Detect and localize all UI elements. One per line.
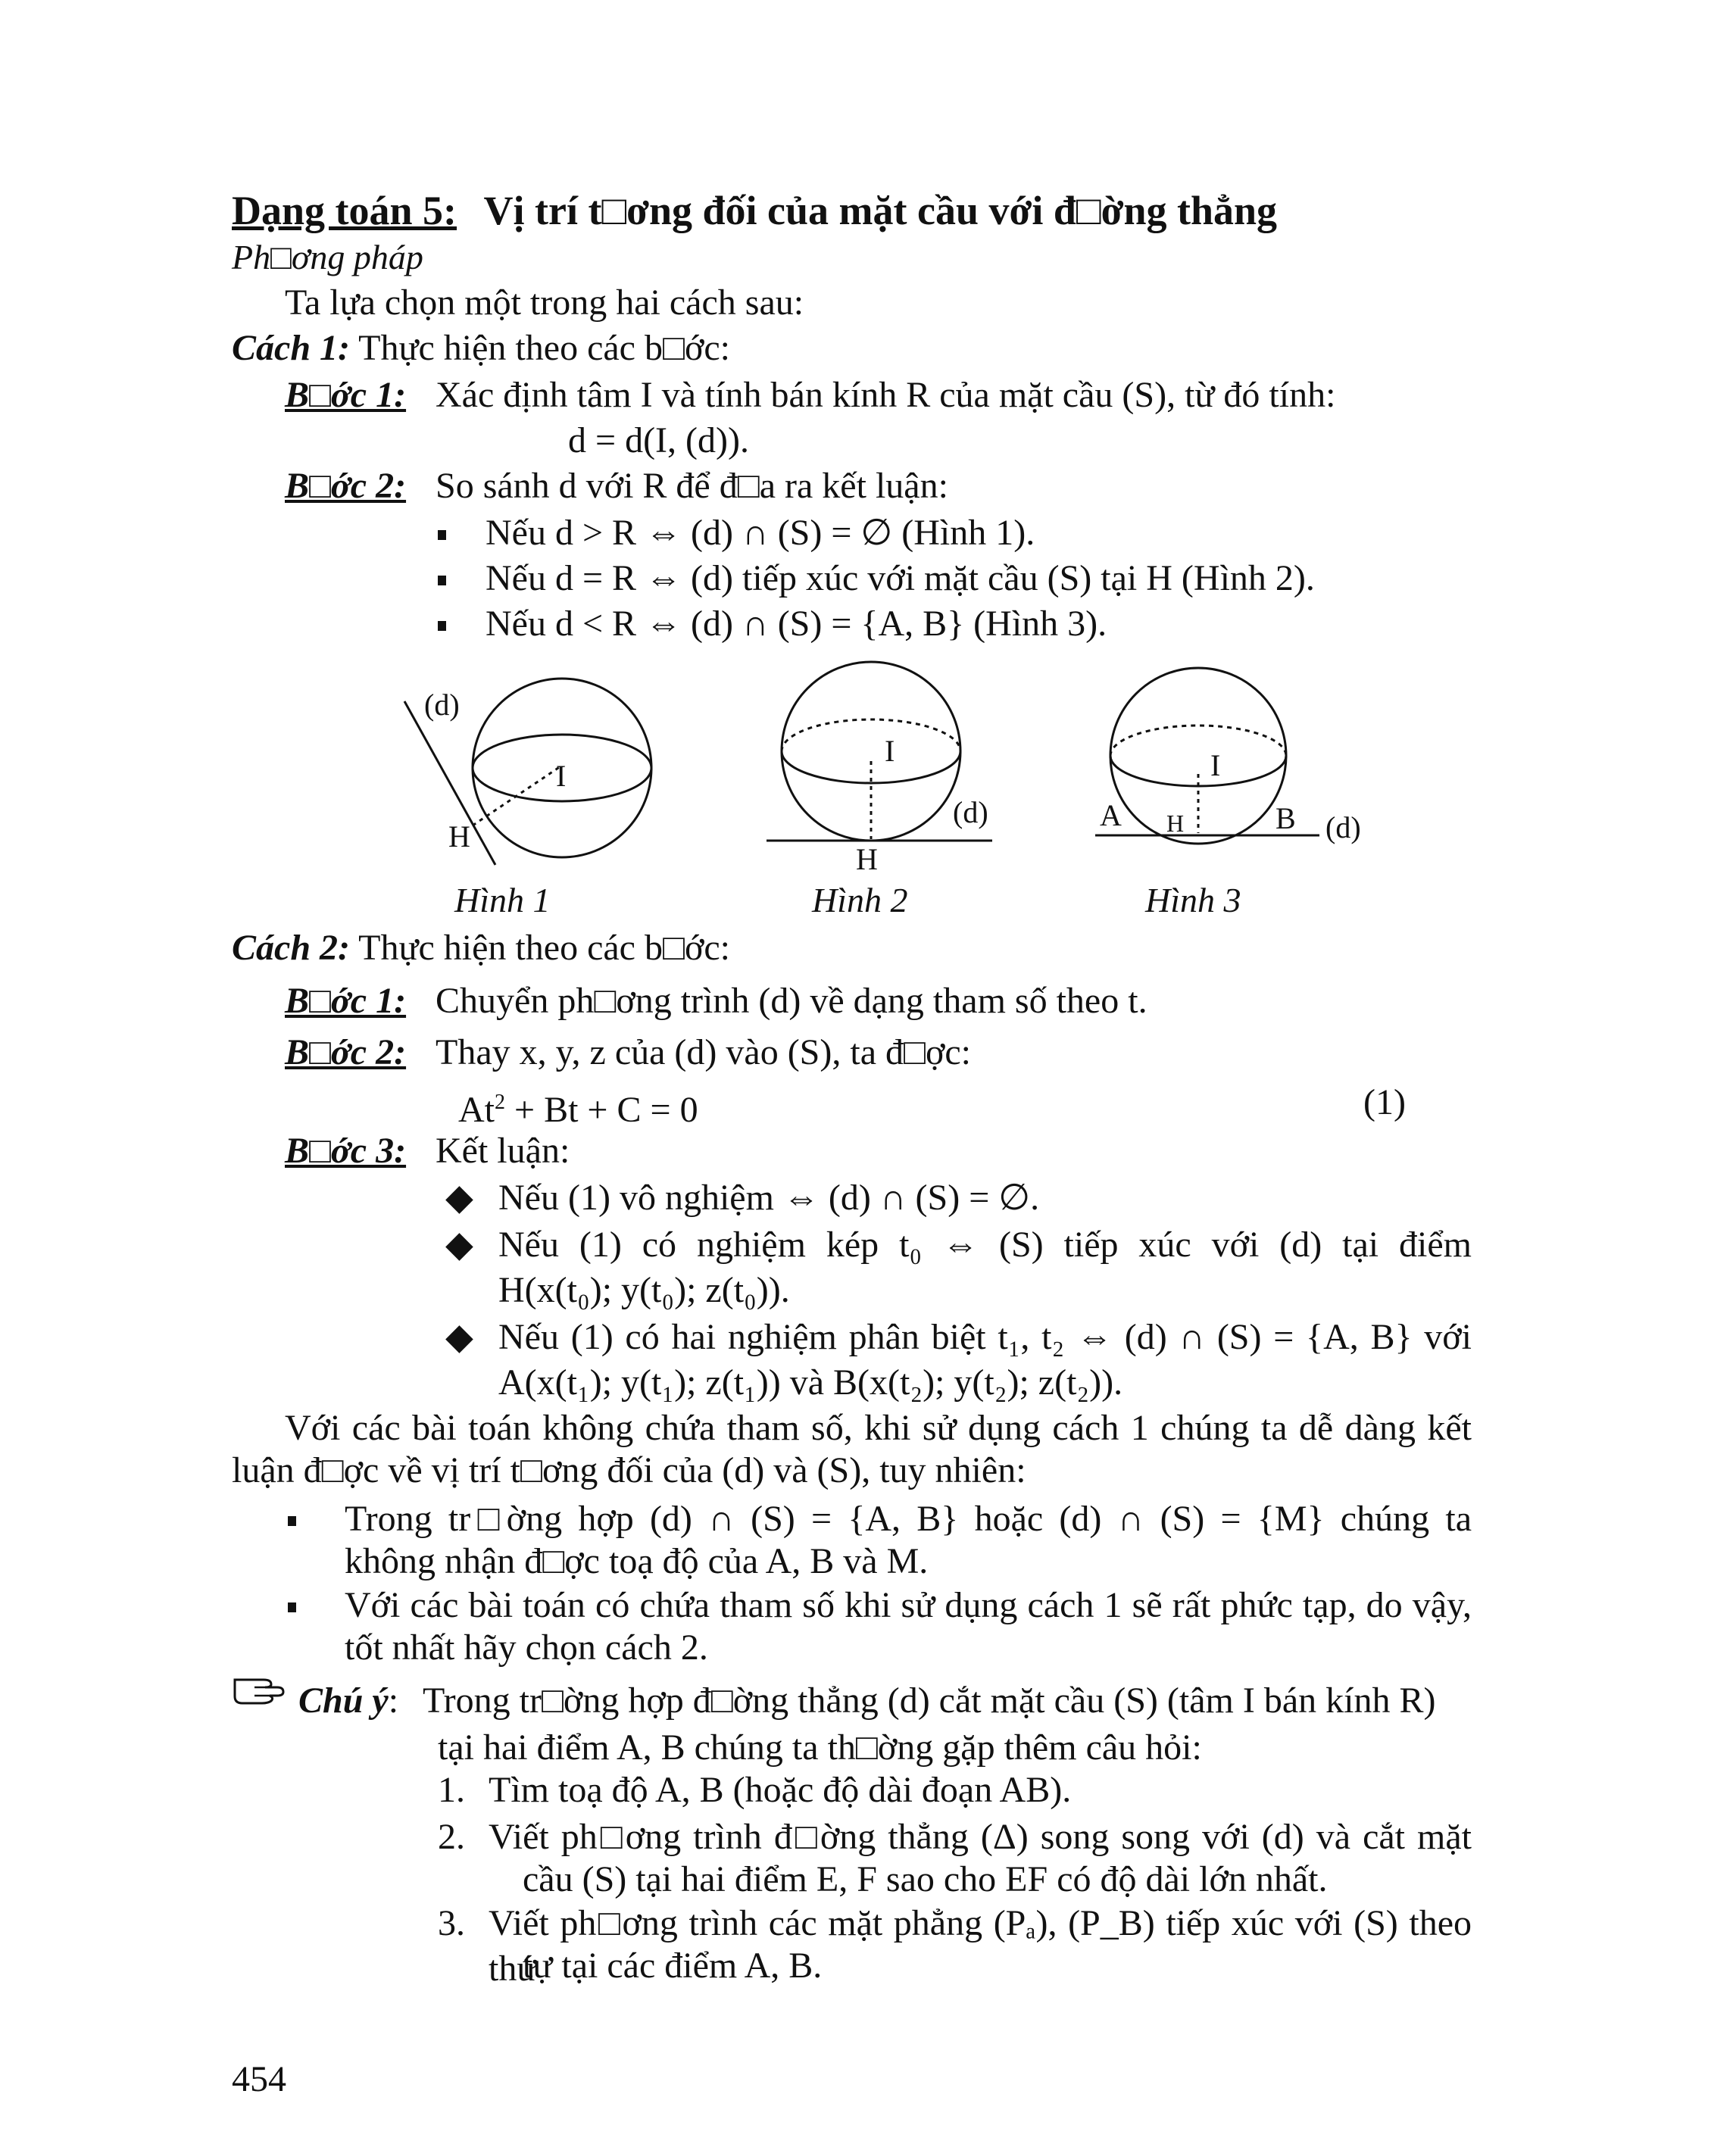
equation-number: (1) [1363,1082,1406,1122]
fig3-label-h: H [1166,810,1185,837]
conclusion-3-cont: A(x(t₁); y(t₁); z(t₁)) và B(x(t₂); y(t₂); z(t₂)). [498,1362,1123,1403]
cach1-step2-label: B□ớc 2: [285,466,407,506]
remark-bullet-1-cont: không nhận đ□ợc toạ độ của A, B và M. [345,1541,929,1581]
page-number: 454 [232,2059,286,2099]
intro-text: Ta lựa chọn một trong hai cách sau: [285,282,804,323]
list-item: Nếu d = R ⇔ (d) tiếp xúc với mặt cầu (S) tại H (Hình 2). [438,556,1315,601]
conclusion-3: Nếu (1) có hai nghiệm phân biệt t₁, t₂ ⇔ (d) ∩ (S) = {A, B} với [498,1317,1472,1357]
cach2-step3-text: Kết luận: [436,1131,570,1171]
note-item-1: Tìm toạ độ A, B (hoặc độ dài đoạn AB). [489,1770,1072,1810]
note-item-3-cont: tự tại các điểm A, B. [523,1946,823,1986]
fig2-caption: Hình 2 [812,881,908,919]
remark-bullet-2: Với các bài toán có chứa tham số khi sử dụng cách 1 sẽ rất phức tạp, do vậy, [345,1585,1472,1625]
fig3-equator-front [1110,756,1286,786]
list-item: Nếu d > R ⇔ (d) ∩ (S) = ∅ (Hình 1). [438,510,1035,556]
conclusion-1: Nếu (1) vô nghiệm ⇔ (d) ∩ (S) = ∅. [498,1178,1040,1218]
fig1-label-d: (d) [424,688,460,722]
fig2-label-h: H [856,842,878,876]
remark-bullet-1: Trong tr□ờng hợp (d) ∩ (S) = {A, B} hoặc (d) ∩ (S) = {M} chúng ta [345,1499,1472,1539]
quadratic-equation: $At^2 + Bt + C = 0$ [458,1090,698,1130]
fig2-label-d: (d) [953,795,988,829]
cach2-text: Thực hiện theo các b□ớc: [358,928,730,968]
cach2-step1-text: Chuyển ph□ơng trình (d) về dạng tham số theo t. [436,981,1147,1021]
fig3-label-d: (d) [1325,810,1361,844]
cach1-label: Cách 1: [232,328,350,368]
fig1-label-h: H [448,819,470,853]
cach2-label: Cách 2: [232,928,350,968]
fig3-label-a: A [1100,798,1122,832]
fig2-label-i: I [885,734,895,768]
cach2-step2-label: B□ớc 2: [285,1032,407,1072]
fig1-caption: Hình 1 [454,881,551,919]
note-item-number: 3. [438,1903,465,1943]
cach2-line [232,925,730,971]
note-item-2-cont: cầu (S) tại hai điểm E, F sao cho EF có độ dài lớn nhất. [523,1859,1328,1899]
cach1-step1-text: Xác định tâm I và tính bán kính R của mặt cầu (S), từ đó tính: [436,375,1336,415]
note-item-2: Viết ph□ơng trình đ□ờng thẳng (Δ) song song với (d) và cắt mặt [489,1817,1472,1857]
fig3-equator-back [1110,726,1286,756]
note-line-1: Trong tr□ờng hợp đ□ờng thẳng (d) cắt mặt cầu (S) (tâm I bán kính R) [423,1680,1436,1721]
cach2-step3-label: B□ớc 3: [285,1131,407,1171]
fig3-label-i: I [1210,748,1221,782]
diamond-bullet-icon: ◆ [445,1317,473,1357]
diamond-bullet-icon: ◆ [445,1225,473,1265]
remark-line-1: Với các bài toán không chứa tham số, khi sử dụng cách 1 chúng ta dễ dàng kết [285,1408,1472,1448]
note-item-number: 1. [438,1770,465,1810]
heading-label: Dạng toán 5: [232,188,457,233]
fig1-label-i: I [556,759,567,793]
heading-title: Vị trí t□ơng đối của mặt cầu với đ□ờng thẳng [483,188,1278,233]
pointing-hand-icon [232,1672,286,1705]
cach1-step2-text: So sánh d với R để đ□a ra kết luận: [436,466,948,506]
cach1-step1-label: B□ớc 1: [285,375,407,415]
conclusion-2: Nếu (1) có nghiệm kép t₀ ⇔ (S) tiếp xúc với (d) tại điểm [498,1225,1472,1265]
method-label: Ph□ơng pháp [232,238,423,276]
bullet-icon [288,1583,296,1628]
remark-line-2: luận đ□ợc về vị trí t□ơng đối của (d) và (S), tuy nhiên: [232,1450,1026,1490]
cach1-text: Thực hiện theo các b□ớc: [358,328,730,368]
note-line-2: tại hai điểm A, B chúng ta th□ờng gặp thêm câu hỏi: [438,1727,1202,1768]
fig3-caption: Hình 3 [1145,881,1241,919]
fig2-equator-back [782,719,960,751]
list-item: Nếu d < R ⇔ (d) ∩ (S) = {A, B} (Hình 3). [438,601,1107,647]
conclusion-2-cont: H(x(t₀); y(t₀); z(t₀)). [498,1270,790,1310]
cach2-step1-label: B□ớc 1: [285,981,407,1021]
distance-formula: d = d(I, (d)). [568,420,749,460]
bullet-icon [288,1496,296,1542]
diamond-bullet-icon: ◆ [445,1178,473,1218]
fig3-label-b: B [1275,801,1296,835]
note-label: Chú ý [298,1680,389,1721]
note-item-number: 2. [438,1817,465,1857]
remark-bullet-2-cont: tốt nhất hãy chọn cách 2. [345,1627,708,1668]
note-item-3: Viết ph□ơng trình các mặt phẳng (Pₐ), (P_B) tiếp xúc với (S) theo thứ [489,1903,1472,1989]
cach2-step2-text: Thay x, y, z của (d) vào (S), ta đ□ợc: [436,1032,972,1072]
note-label-wrap: Chú ý: [298,1680,399,1721]
